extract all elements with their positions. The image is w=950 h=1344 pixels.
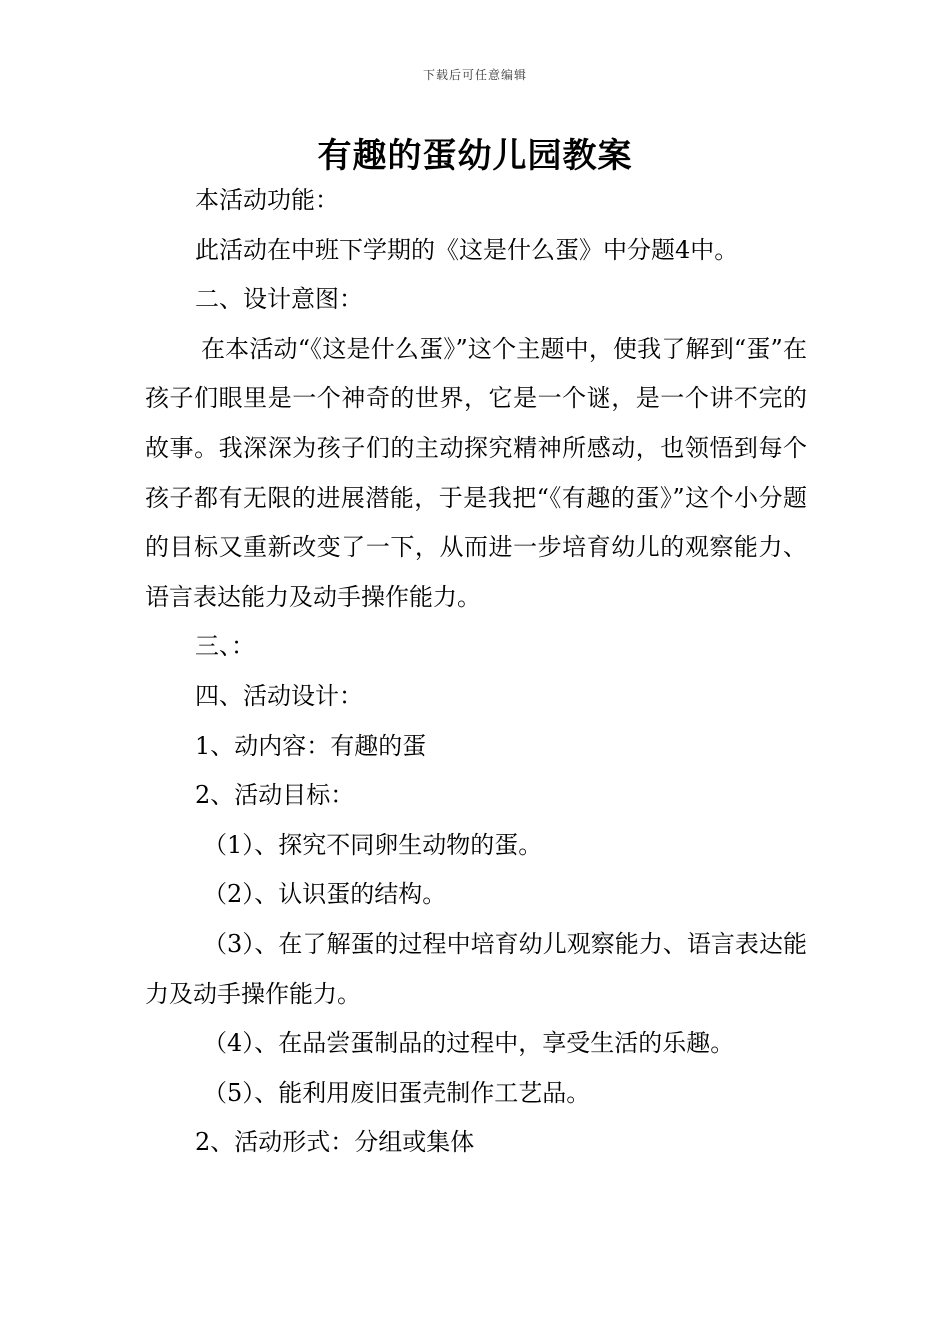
heading-activity-design: 四、活动设计： bbox=[195, 681, 363, 710]
document-title: 有趣的蛋幼儿园教案 bbox=[317, 136, 633, 176]
goal-1: （1）、探究不同卵生动物的蛋。 bbox=[203, 830, 543, 859]
header-note: 下载后可任意编辑 bbox=[422, 68, 527, 82]
paragraph-activity-function: 本活动功能： bbox=[195, 186, 339, 214]
heading-section-three: 三、： bbox=[195, 632, 255, 661]
goal-3: （3）、在了解蛋的过程中培育幼儿观察能力、语言表达能力及动手操作能力。 bbox=[145, 929, 807, 1008]
item-activity-content: 1、动内容：有趣的蛋 bbox=[195, 731, 427, 760]
document-body bbox=[145, 176, 807, 1168]
item-activity-goals: 2、活动目标： bbox=[195, 781, 355, 810]
paragraph-design-intent: 在本活动“《这是什么蛋》”这个主题中，使我了解到“蛋”在孩子们眼里是一个神奇的世界，它是一个谜，是一个讲不完的故事。我深深为孩子们的主动探究精神所感动，也领悟到每个孩子都有无限的进展潜能，于是我把“《有趣的蛋》”这个小分题的目标又重新改变了一下，从而进一步培育幼儿的观察能力、语言表达能力及动手操作能力。 bbox=[145, 334, 807, 611]
item-activity-form: 2、活动形式：分组或集体 bbox=[195, 1128, 475, 1157]
goal-5: （5）、能利用废旧蛋壳制作工艺品。 bbox=[203, 1078, 591, 1107]
goal-4: （4）、在品尝蛋制品的过程中，享受生活的乐趣。 bbox=[203, 1029, 735, 1058]
goal-2: （2）、认识蛋的结构。 bbox=[203, 880, 447, 909]
heading-design-intent: 二、设计意图： bbox=[195, 285, 363, 314]
paragraph-activity-context: 此活动在中班下学期的《这是什么蛋》中分题4中。 bbox=[195, 235, 739, 264]
